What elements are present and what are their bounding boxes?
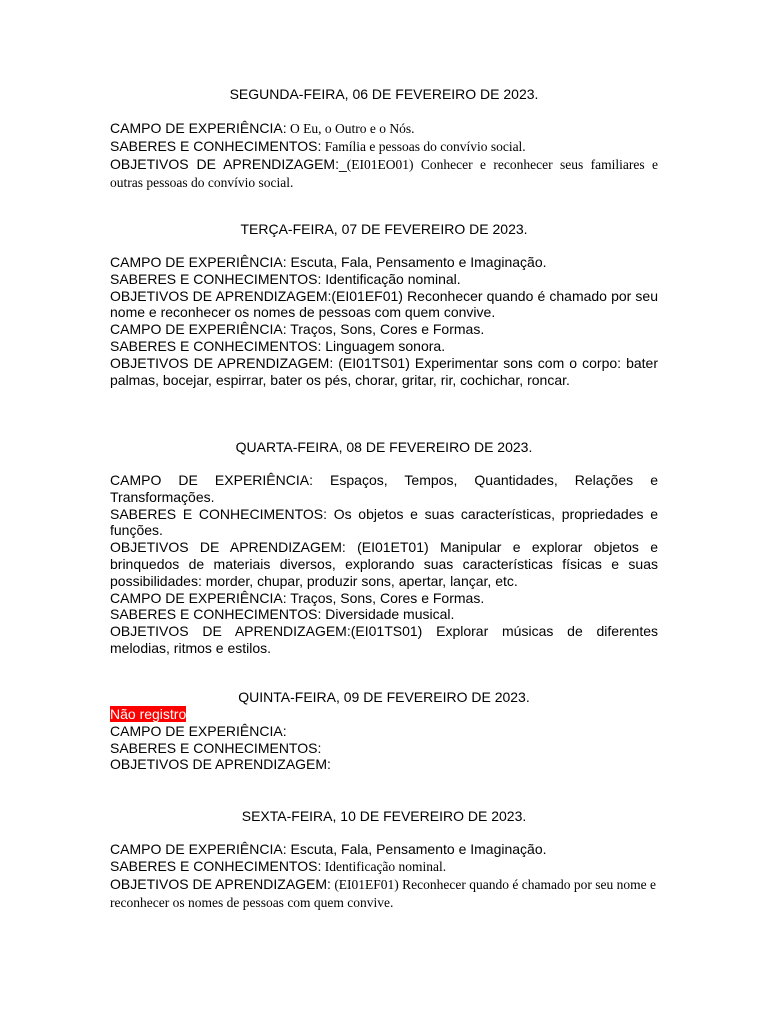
day-heading-thursday: QUINTA-FEIRA, 09 DE FEVEREIRO DE 2023. <box>238 689 530 705</box>
day-block-thursday <box>110 706 658 773</box>
day-block-friday <box>110 841 658 912</box>
text-line: SABERES E CONHECIMENTOS: Identificação nominal. <box>110 270 461 287</box>
text-line: OBJETIVOS DE APRENDIZAGEM: <box>110 756 331 773</box>
campo-label: CAMPO DE EXPERIÊNCIA: <box>110 120 287 136</box>
day-heading-monday: SEGUNDA-FEIRA, 06 DE FEVEREIRO DE 2023. <box>229 86 539 102</box>
campo-value: O Eu, o Outro e o Nós. <box>286 121 415 136</box>
objetivos-value: (EI01EF01) Reconhecer quando é chamado por seu nome e reconhecer os nomes de pessoas com quem convive. <box>110 876 656 910</box>
day-heading-friday: SEXTA-FEIRA, 10 DE FEVEREIRO DE 2023. <box>241 808 527 824</box>
text-paragraph: CAMPO DE EXPERIÊNCIA: Espaços, Tempos, Quantidades, Relações e Transformações. <box>110 472 658 505</box>
text-line: CAMPO DE EXPERIÊNCIA: Traços, Sons, Cores e Formas. <box>110 321 485 338</box>
text-line: SABERES E CONHECIMENTOS: <box>110 739 322 756</box>
day-block-tuesday <box>110 254 658 388</box>
objetivos-value: (EI01EO01) Conhecer e reconhecer seus familiares e outras pessoas do convívio social. <box>110 157 658 190</box>
text-paragraph: SABERES E CONHECIMENTOS: Os objetos e suas características, propriedades e funções. <box>110 505 658 539</box>
text-paragraph: OBJETIVOS DE APRENDIZAGEM: (EI01ET01) Manipular e explorar objetos e brinquedos de materiais diversos, explorando suas características físicas e suas possibilidades: morder, chupar, produzir sons, apertar, lançar, etc. <box>110 539 658 589</box>
text-line: CAMPO DE EXPERIÊNCIA: Traços, Sons, Cores e Formas. <box>110 589 485 606</box>
saberes-label: SABERES E CONHECIMENTOS: <box>110 138 322 154</box>
text-line: SABERES E CONHECIMENTOS: Linguagem sonora. <box>110 337 446 354</box>
day-block-wednesday <box>110 472 658 657</box>
objetivos-label: OBJETIVOS DE APRENDIZAGEM: <box>110 875 331 892</box>
text-paragraph: OBJETIVOS DE APRENDIZAGEM: (EI01TS01) Experimentar sons com o corpo: bater palmas, bocejar, espirrar, bater os pés, chorar, gritar, rir, cochichar, roncar. <box>110 354 658 388</box>
saberes-label: SABERES E CONHECIMENTOS: <box>110 857 322 874</box>
text-line: CAMPO DE EXPERIÊNCIA: <box>110 722 287 739</box>
text-paragraph: OBJETIVOS DE APRENDIZAGEM:(EI01EF01) Reconhecer quando é chamado por seu nome e reconhecer os nomes de pessoas com quem convive. <box>110 287 658 321</box>
day-heading-wednesday: QUARTA-FEIRA, 08 DE FEVEREIRO DE 2023. <box>235 439 533 455</box>
saberes-value: Família e pessoas do convívio social. <box>321 139 526 154</box>
objetivos-label: OBJETIVOS DE APRENDIZAGEM:_ <box>110 156 347 172</box>
day-block-monday <box>110 120 658 192</box>
day-heading-tuesday: TERÇA-FEIRA, 07 DE FEVEREIRO DE 2023. <box>240 221 528 237</box>
text-line: CAMPO DE EXPERIÊNCIA: Escuta, Fala, Pensamento e Imaginação. <box>110 841 547 857</box>
status-badge-nao-registro: Não registro <box>110 706 187 722</box>
text-line: CAMPO DE EXPERIÊNCIA: Escuta, Fala, Pensamento e Imaginação. <box>110 254 547 270</box>
text-line: SABERES E CONHECIMENTOS: Diversidade musical. <box>110 606 455 623</box>
saberes-value: Identificação nominal. <box>321 858 447 874</box>
text-paragraph: OBJETIVOS DE APRENDIZAGEM:(EI01TS01) Explorar músicas de diferentes melodias, ritmos e estilos. <box>110 623 658 656</box>
